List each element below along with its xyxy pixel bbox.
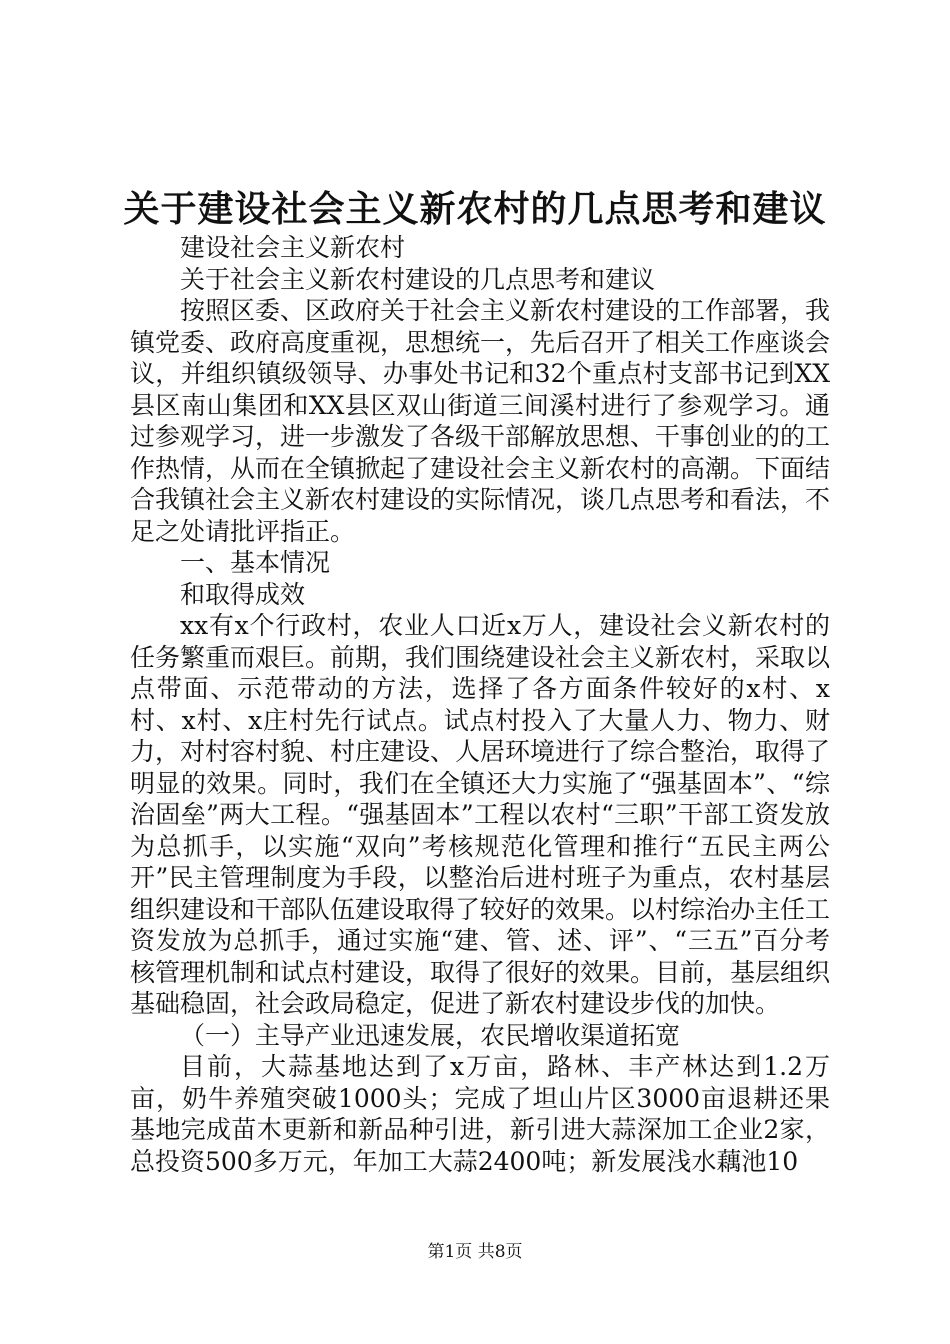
paragraph-heading: 关于社会主义新农村建设的几点思考和建议 xyxy=(180,264,656,294)
section-heading-basic-situation: 一、基本情况 xyxy=(180,548,331,577)
paragraph-subtitle: 建设社会主义新农村 xyxy=(180,233,406,262)
section-heading-achievements: 和取得成效 xyxy=(180,579,306,609)
paragraph-intro: 按照区委、区政府关于社会主义新农村建设的工作部署，我镇党委、政府高度重视，思想统一，先后召开了相关工作座谈会议，并组织镇级领导、办事处书记和32个重点村支部书记到XX县区南山集团和XX县区双山街道三间溪村进行了参观学习。通过参观学习，进一步激发了各级干部解放思想、干事创业的的工作热情，从而在全镇掀起了建设社会主义新农村的高潮。下面结合我镇社会主义新农村建设的实际情况，谈几点思考和看法，不足之处请批评指正。 xyxy=(130,296,831,546)
subsection-heading-industry: （一）主导产业迅速发展，农民增收渠道拓宽 xyxy=(180,1020,681,1050)
paragraph-basic-situation: xx有x个行政村，农业人口近x万人，建设社会义新农村的任务繁重而艰巨。前期，我们围绕建设社会主义新农村，采取以点带面、示范带动的方法，选择了各方面条件较好的x村、x村、x村、x庄村先行试点。试点村投入了大量人力、物力、财力，对村容村貌、村庄建设、人居环境进行了综合整治，取得了明显的效果。同时，我们在全镇还大力实施了“强基固本”、“综治固垒”两大工程。“强基固本”工程以农村“三职”干部工资发放为总抓手，以实施“双向”考核规范化管理和推行“五民主两公开”民主管理制度为手段，以整治后进村班子为重点，农村基层组织建设和干部队伍建设取得了较好的效果。以村综治办主任工资发放为总抓手，通过实施“建、管、述、评”、“三五”百分考核管理机制和试点村建设，取得了很好的效果。目前，基层组织基础稳固，社会政局稳定，促进了新农村建设步伐的加快。 xyxy=(130,611,831,1018)
document-body xyxy=(130,232,830,1177)
page-indicator: 第1页 共8页 xyxy=(427,1242,523,1262)
document-title: 关于建设社会主义新农村的几点思考和建议 xyxy=(123,188,827,230)
paragraph-industry: 目前，大蒜基地达到了x万亩，路林、丰产林达到1.2万亩，奶牛养殖突破1000头；完成了坦山片区3000亩退耕还果基地完成苗木更新和新品种引进，新引进大蒜深加工企业2家，总投资500多万元，年加工大蒜2400吨；新发展浅水藕池10 xyxy=(130,1052,830,1176)
